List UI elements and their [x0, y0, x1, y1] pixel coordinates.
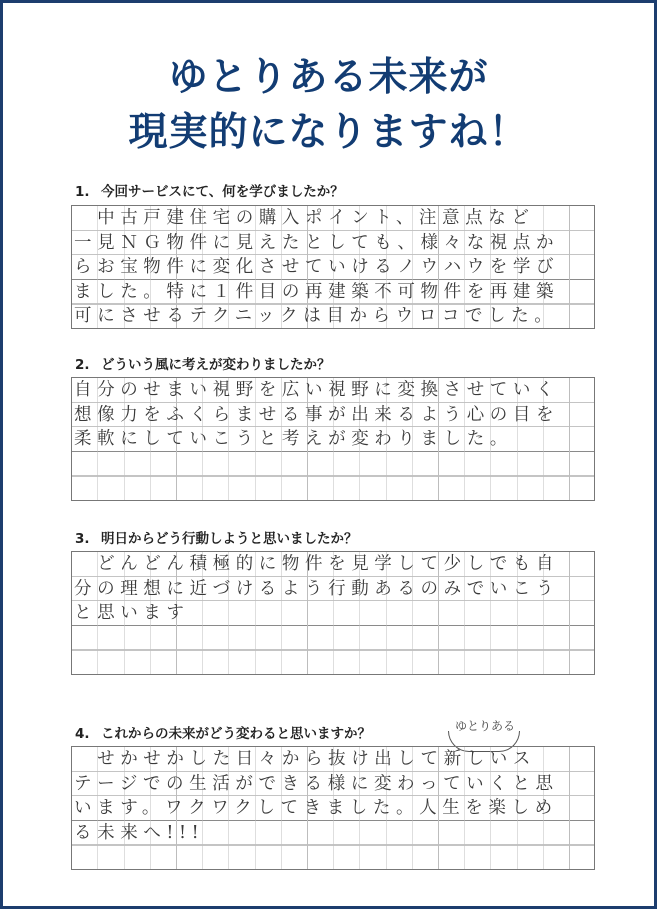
question-number: 4.: [75, 726, 90, 742]
question-4: [75, 722, 371, 742]
handwritten-annotation: ゆとりある: [455, 719, 516, 733]
page-title-line-2: 現実的になりますね！: [128, 110, 529, 155]
answer-lines: [72, 747, 594, 870]
answer-grid-1: [71, 205, 595, 329]
answer-line: [74, 845, 592, 870]
answer-grid-4: [71, 746, 595, 870]
answer-line: [74, 626, 592, 651]
answer-line: 中古戸建住宅の購入ポイント、注意点など: [74, 208, 535, 228]
answer-line: [74, 650, 592, 675]
question-number: 1.: [75, 184, 90, 200]
question-number: 2.: [75, 357, 90, 373]
answer-lines: [72, 378, 594, 501]
answer-line: 分の理想に近づけるよう行動あるのみでいこう: [74, 578, 560, 599]
answer-line: 可にさせるテクニックは目からウロコでした。: [74, 306, 558, 327]
answer-line: います。ワクワクしてきました。人生を楽しめ: [74, 798, 558, 819]
question-number: 3.: [75, 531, 90, 547]
answer-line: ました。特に１件目の再建築不可物件を再建築: [74, 281, 560, 302]
answer-line: どんどん積極的に物件を見学して少しでも自: [74, 554, 560, 574]
answer-line: 柔軟にしていこうと考えが変わりました。: [74, 429, 513, 450]
question-2: [75, 353, 331, 373]
answer-line: る未来へ!!!: [74, 822, 205, 843]
question-text: これからの未来がどう変わると思いますか？: [101, 726, 371, 742]
answer-line: 一見ＮＧ物件に見えたとしても、様々な視点か: [74, 232, 560, 253]
answer-line: [74, 452, 592, 477]
question-text: どういう風に考えが変わりましたか？: [101, 357, 331, 373]
answer-lines: [72, 206, 594, 329]
answer-line: 想像力をふくらませる事が出来るよう心の目を: [74, 404, 560, 425]
answer-line: せかせかした日々から抜け出して新しいス: [74, 749, 536, 769]
answer-lines: [72, 552, 594, 675]
page-title-line-1: ゆとりある未来が: [168, 55, 489, 100]
question-text: 今回サービスにて、何を学びましたか？: [101, 184, 344, 200]
answer-line: [74, 476, 592, 501]
answer-line: 自分のせまい視野を広い視野に変換させていく: [74, 380, 560, 400]
answer-line: と思います: [74, 603, 190, 624]
answer-line: テージでの生活ができる様に変わっていくと思: [74, 773, 559, 794]
question-3: [75, 527, 358, 547]
question-1: [75, 180, 344, 200]
answer-grid-2: [71, 377, 595, 501]
answer-grid-3: [71, 551, 595, 675]
question-text: 明日からどう行動しようと思いましたか？: [101, 531, 358, 547]
answer-line: らお宝物件に変化させていけるノウハウを学び: [74, 257, 560, 278]
